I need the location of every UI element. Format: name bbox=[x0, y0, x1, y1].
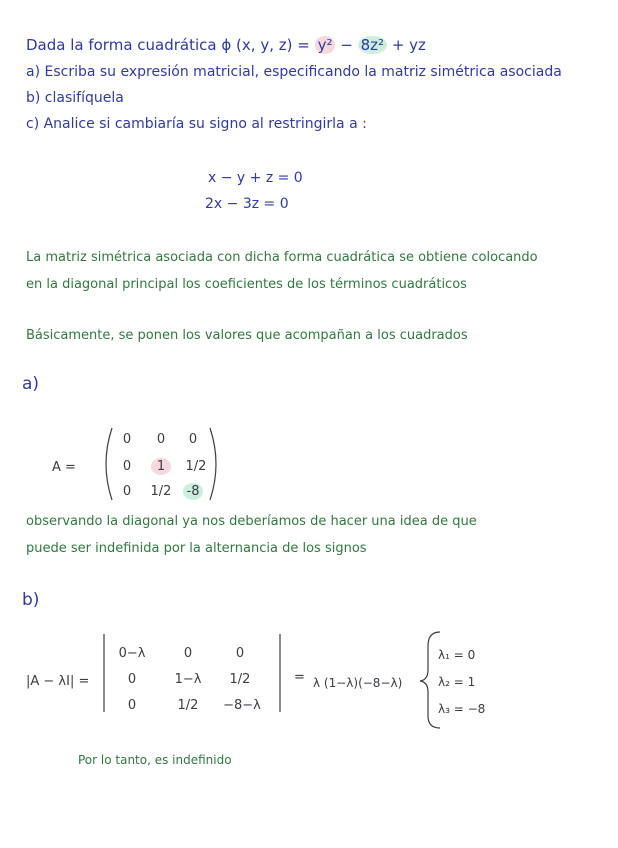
matrix-a-cell: 0 bbox=[188, 432, 198, 447]
matrix-a bbox=[102, 426, 220, 502]
determinant-cell: 1−λ bbox=[174, 672, 202, 687]
determinant-cell: 0 bbox=[127, 672, 137, 687]
matrix-a-cell: 0 bbox=[122, 459, 132, 474]
matrix-a-cell: 0 bbox=[122, 432, 132, 447]
determinant-cell: 1/2 bbox=[177, 698, 199, 713]
item-c: c) Analice si cambiaría su signo al restringirla a : bbox=[26, 116, 367, 132]
equation-1: x − y + z = 0 bbox=[208, 170, 303, 186]
matrix-a-cell: 0 bbox=[122, 484, 132, 499]
section-b-label: b) bbox=[22, 590, 40, 610]
term-z-squared: 8z² bbox=[358, 36, 387, 54]
problem-statement bbox=[26, 36, 426, 54]
term-yz: + yz bbox=[391, 36, 426, 54]
item-b: b) clasifíquela bbox=[26, 90, 124, 106]
matrix-a-cell: 1/2 bbox=[150, 484, 172, 499]
determinant-cell: 0 bbox=[127, 698, 137, 713]
equation-2: 2x − 3z = 0 bbox=[205, 196, 289, 212]
matrix-a-cell: 1/2 bbox=[185, 459, 207, 474]
note-line-1: La matriz simétrica asociada con dicha forma cuadrática se obtiene colocando bbox=[26, 250, 538, 265]
term-y-squared: y² bbox=[315, 36, 336, 54]
observation-line-2: puede ser indefinida por la alternancia de los signos bbox=[26, 541, 367, 556]
note-line-3: Básicamente, se ponen los valores que acompañan a los cuadrados bbox=[26, 328, 468, 343]
section-a-label: a) bbox=[22, 374, 40, 394]
equals-sign: = bbox=[294, 670, 305, 685]
matrix-a-label: A = bbox=[52, 460, 76, 475]
determinant-matrix bbox=[100, 632, 286, 714]
matrix-a-cell: 0 bbox=[156, 432, 166, 447]
matrix-a-cell-highlight-green bbox=[178, 484, 208, 499]
determinant-cell: 0−λ bbox=[118, 646, 146, 661]
phi-function: ϕ (x, y, z) = bbox=[221, 36, 310, 54]
matrix-a-entry-minus-8: -8 bbox=[183, 483, 204, 500]
eigenvalue-3: λ₃ = −8 bbox=[438, 702, 486, 716]
matrix-a-cell-highlight-pink bbox=[146, 459, 176, 474]
note-line-2: en la diagonal principal los coeficientes de los términos cuadráticos bbox=[26, 277, 467, 292]
determinant-label: |A − λI| = bbox=[26, 674, 90, 689]
determinant-cell: −8−λ bbox=[223, 698, 261, 713]
determinant-cell: 0 bbox=[235, 646, 245, 661]
conclusion: Por lo tanto, es indefinido bbox=[78, 753, 232, 767]
eigenvalue-2: λ₂ = 1 bbox=[438, 675, 476, 689]
characteristic-polynomial: λ (1−λ)(−8−λ) bbox=[313, 676, 403, 690]
item-a: a) Escriba su expresión matricial, especificando la matriz simétrica asociada bbox=[26, 64, 562, 80]
observation-line-1: observando la diagonal ya nos deberíamos de hacer una idea de que bbox=[26, 514, 477, 529]
eigenvalue-1: λ₁ = 0 bbox=[438, 648, 476, 662]
minus-sign: − bbox=[340, 36, 353, 54]
determinant-cell: 0 bbox=[183, 646, 193, 661]
determinant-cell: 1/2 bbox=[229, 672, 251, 687]
intro-text: Dada la forma cuadrática bbox=[26, 36, 217, 54]
matrix-a-entry-1: 1 bbox=[151, 458, 171, 475]
